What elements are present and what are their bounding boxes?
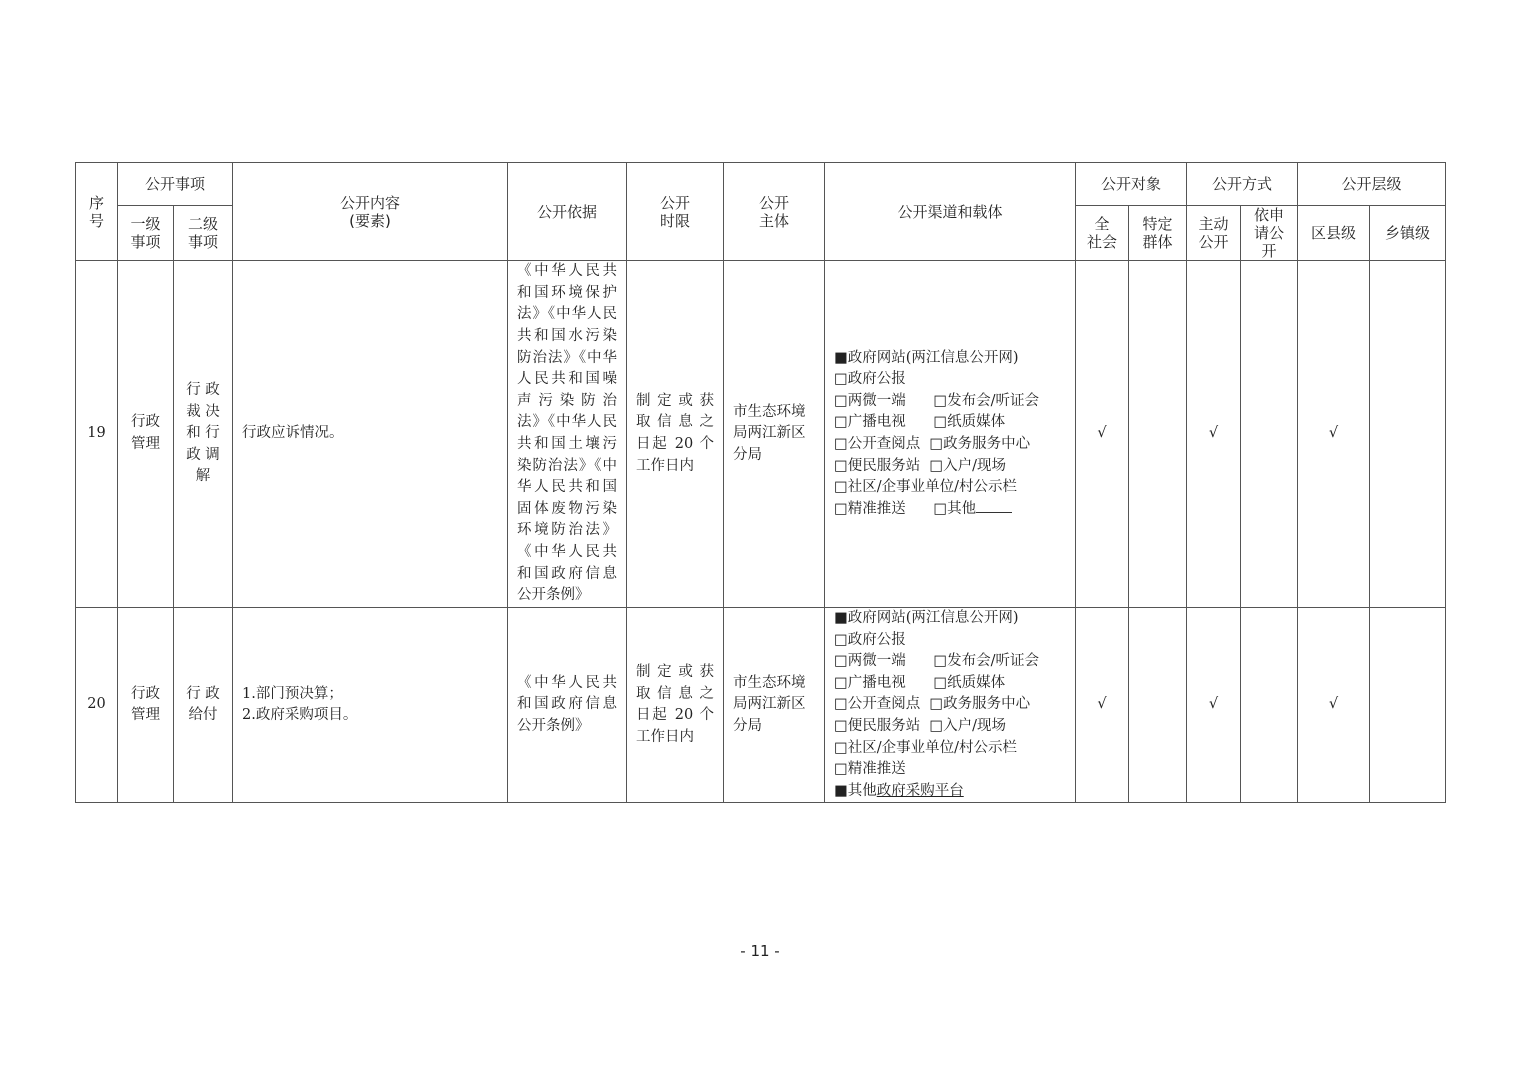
header-seq: 序号 [76,163,118,261]
disclosure-table [75,162,1446,803]
header-time: 公开 时限 [627,163,724,261]
check-active: √ [1187,608,1241,803]
row-content: 1.部门预决算； 2.政府采购项目。 [233,608,508,803]
table-row [76,608,1446,803]
check-all: √ [1076,261,1129,608]
header-items: 公开事项 [118,163,233,206]
header-level-district: 区县级 [1298,206,1370,261]
row-channels: ■政府网站(两江信息公开网) □政府公报 □两微一端 □发布会/听证会 □广播电视 □纸质媒体 □公开查阅点 □政务服务中心 □便民服务站 □入户/现场 □社区/企事业单位/村公示栏 □精准推送 □其他 [825,261,1076,608]
row-level2: 行 政 给付 [174,608,233,803]
header-subject: 公开 主体 [724,163,825,261]
other-blank [976,499,1012,513]
row-time: 制定或获 取信息之 日起 20 个 工作日内 [627,261,724,608]
header-target-all: 全 社会 [1076,206,1129,261]
check-district: √ [1298,608,1370,803]
row-level1: 行政 管理 [118,261,174,608]
check-apply [1241,608,1298,803]
header-channel: 公开渠道和载体 [825,163,1076,261]
row-channels: ■政府网站(两江信息公开网) □政府公报 □两微一端 □发布会/听证会 □广播电视 □纸质媒体 □公开查阅点 □政务服务中心 □便民服务站 □入户/现场 □社区/企事业单位/村公示栏 □精准推送 ■其他政府采购平台 [825,608,1076,803]
header-method: 公开方式 [1187,163,1298,206]
header-level-town: 乡镇级 [1370,206,1446,261]
table-row [76,261,1446,608]
header-method-active: 主动 公开 [1187,206,1241,261]
row-subject: 市生态环境 局两江新区 分局 [724,261,825,608]
row-basis: 《中华人民共 和国环境保护 法》《中华人民 共和国水污染 防治法》《中华 人民共和国噪 声污染防治 法》《中华人民 共和国土壤污 染防治法》《中 华人民共和国 固体废物污染 环境防治法》 《中华人民共 和国政府信息 公开条例》 [508,261,627,608]
header-content: 公开内容 (要素) [233,163,508,261]
page-number: - 11 - [740,942,780,960]
check-all: √ [1076,608,1129,803]
row-basis: 《中华人民共 和国政府信息 公开条例》 [508,608,627,803]
check-apply [1241,261,1298,608]
row-level2: 行 政 裁 决 和 行 政 调 解 [174,261,233,608]
check-group [1129,261,1187,608]
other-value: 政府采购平台 [876,782,964,799]
header-target: 公开对象 [1076,163,1187,206]
header-level: 公开层级 [1298,163,1446,206]
header-basis: 公开依据 [508,163,627,261]
check-group [1129,608,1187,803]
header-target-group: 特定 群体 [1129,206,1187,261]
row-seq: 20 [76,608,118,803]
header-method-apply: 依申 请公 开 [1241,206,1298,261]
row-subject: 市生态环境 局两江新区 分局 [724,608,825,803]
header-level1: 一级事项 [118,206,174,261]
row-level1: 行政 管理 [118,608,174,803]
row-content: 行政应诉情况。 [233,261,508,608]
row-time: 制定或获 取信息之 日起 20 个 工作日内 [627,608,724,803]
check-district: √ [1298,261,1370,608]
check-active: √ [1187,261,1241,608]
row-seq: 19 [76,261,118,608]
check-town [1370,261,1446,608]
check-town [1370,608,1446,803]
header-level2: 二级事项 [174,206,233,261]
